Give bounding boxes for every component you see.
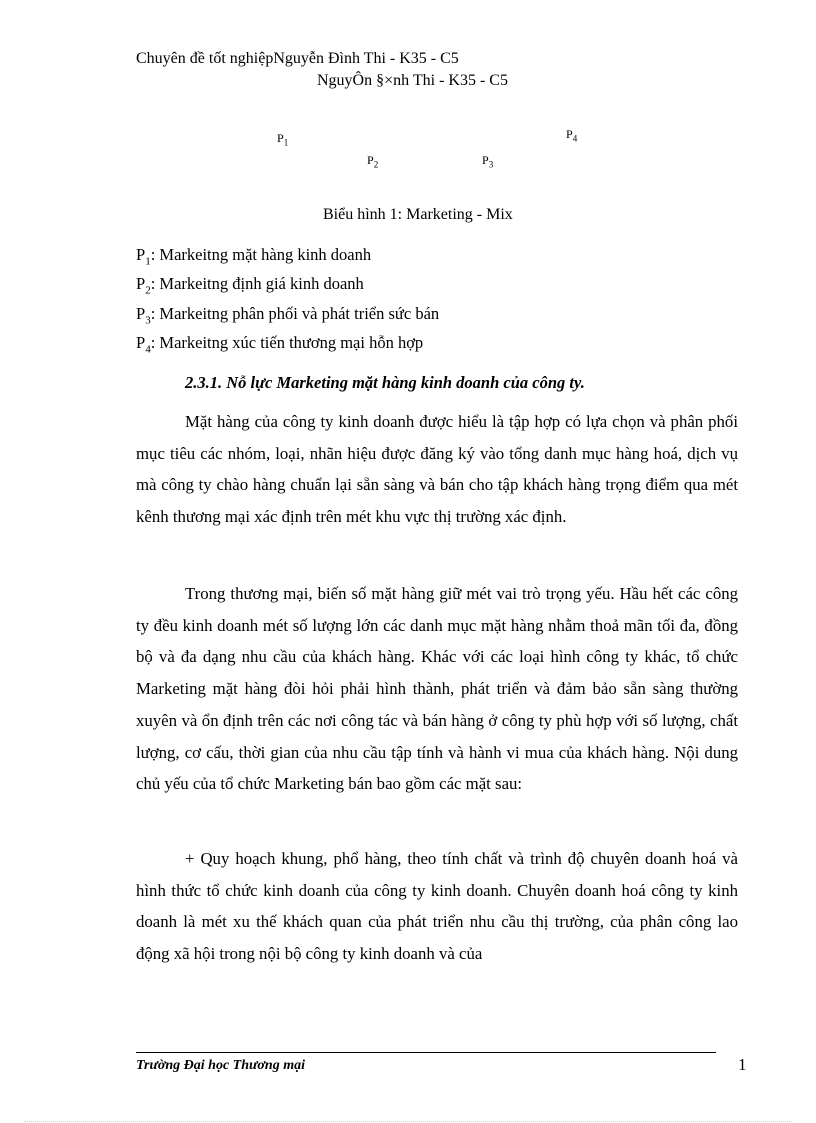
diagram-label-p2: $P_2$ <box>367 153 379 170</box>
footer-rule <box>136 1052 716 1053</box>
diagram-label-p1: $P_1$ <box>277 131 289 148</box>
section-heading: 2.3.1. Nỗ lực Marketing mặt hàng kinh doanh của công ty. <box>185 373 585 392</box>
diagram-label-p3: $P_3$ <box>482 153 494 170</box>
paragraph-2: Trong thương mại, biến số mặt hàng giữ mét vai trò trọng yếu. Hầu hết các công ty đều kinh doanh mét số lượng lớn các danh mục mặt hàng nhằm thoả mãn tối đa, đồng bộ và đa dạng nhu cầu của khách hàng. Khác với các loại hình công ty khác, tổ chức Marketing mặt hàng đòi hỏi phải hình thành, phát triển và đảm bảo sẵn sàng thường xuyên và ổn định trên các nơi công tác và bán hàng ở công ty phù hợp với số lượng, chất lượng, cơ cấu, thời gian của nhu cầu tập tính và hành vi mua của khách hàng. Nội dung chủ yếu của tổ chức Marketing bán bao gồm các mặt sau: <box>136 584 738 794</box>
page-number: 1 <box>738 1055 747 1074</box>
definition-p3: $P_3$: Markeitng phân phối và phát triển sức bán <box>136 304 440 327</box>
definition-p4: $P_4$: Markeitng xúc tiến thương mại hỗn hợp <box>136 333 424 356</box>
definition-p1: $P_1$: Markeitng mặt hàng kinh doanh <box>136 245 372 268</box>
definition-p2: $P_2$: Markeitng định giá kinh doanh <box>136 274 364 297</box>
page-edge <box>24 1121 792 1122</box>
diagram-label-p4: $P_4$ <box>566 127 578 144</box>
running-header-author: NguyÔn §×nh Thi - K35 - C5 <box>317 72 508 89</box>
figure-caption: Biểu hình 1: Marketing - Mix <box>323 206 513 223</box>
running-header-title: Chuyên đề tốt nghiệpNguyễn Đình Thi - K35 - C5 <box>136 50 459 67</box>
footer-school-name: Trường Đại học Thương mại <box>136 1058 305 1073</box>
paragraph-1: Mặt hàng của công ty kinh doanh được hiểu là tập hợp có lựa chọn và phân phối mục tiêu các nhóm, loại, nhãn hiệu được đăng ký vào tổng danh mục hàng hoá, dịch vụ mà công ty chào hàng chuẩn lại sẵn sàng và bán cho tập khách hàng trọng điểm qua mét kênh thương mại xác định trên mét khu vực thị trường xác định. <box>136 412 738 527</box>
paragraph-3: + Quy hoạch khung, phổ hàng, theo tính chất và trình độ chuyên doanh hoá và hình thức tổ chức kinh doanh của công ty kinh doanh. Chuyên doanh hoá công ty kinh doanh là mét xu thế khách quan của phát triển nhu cầu thị trường, của phân công lao động xã hội trong nội bộ công ty kinh doanh và của <box>136 849 738 964</box>
